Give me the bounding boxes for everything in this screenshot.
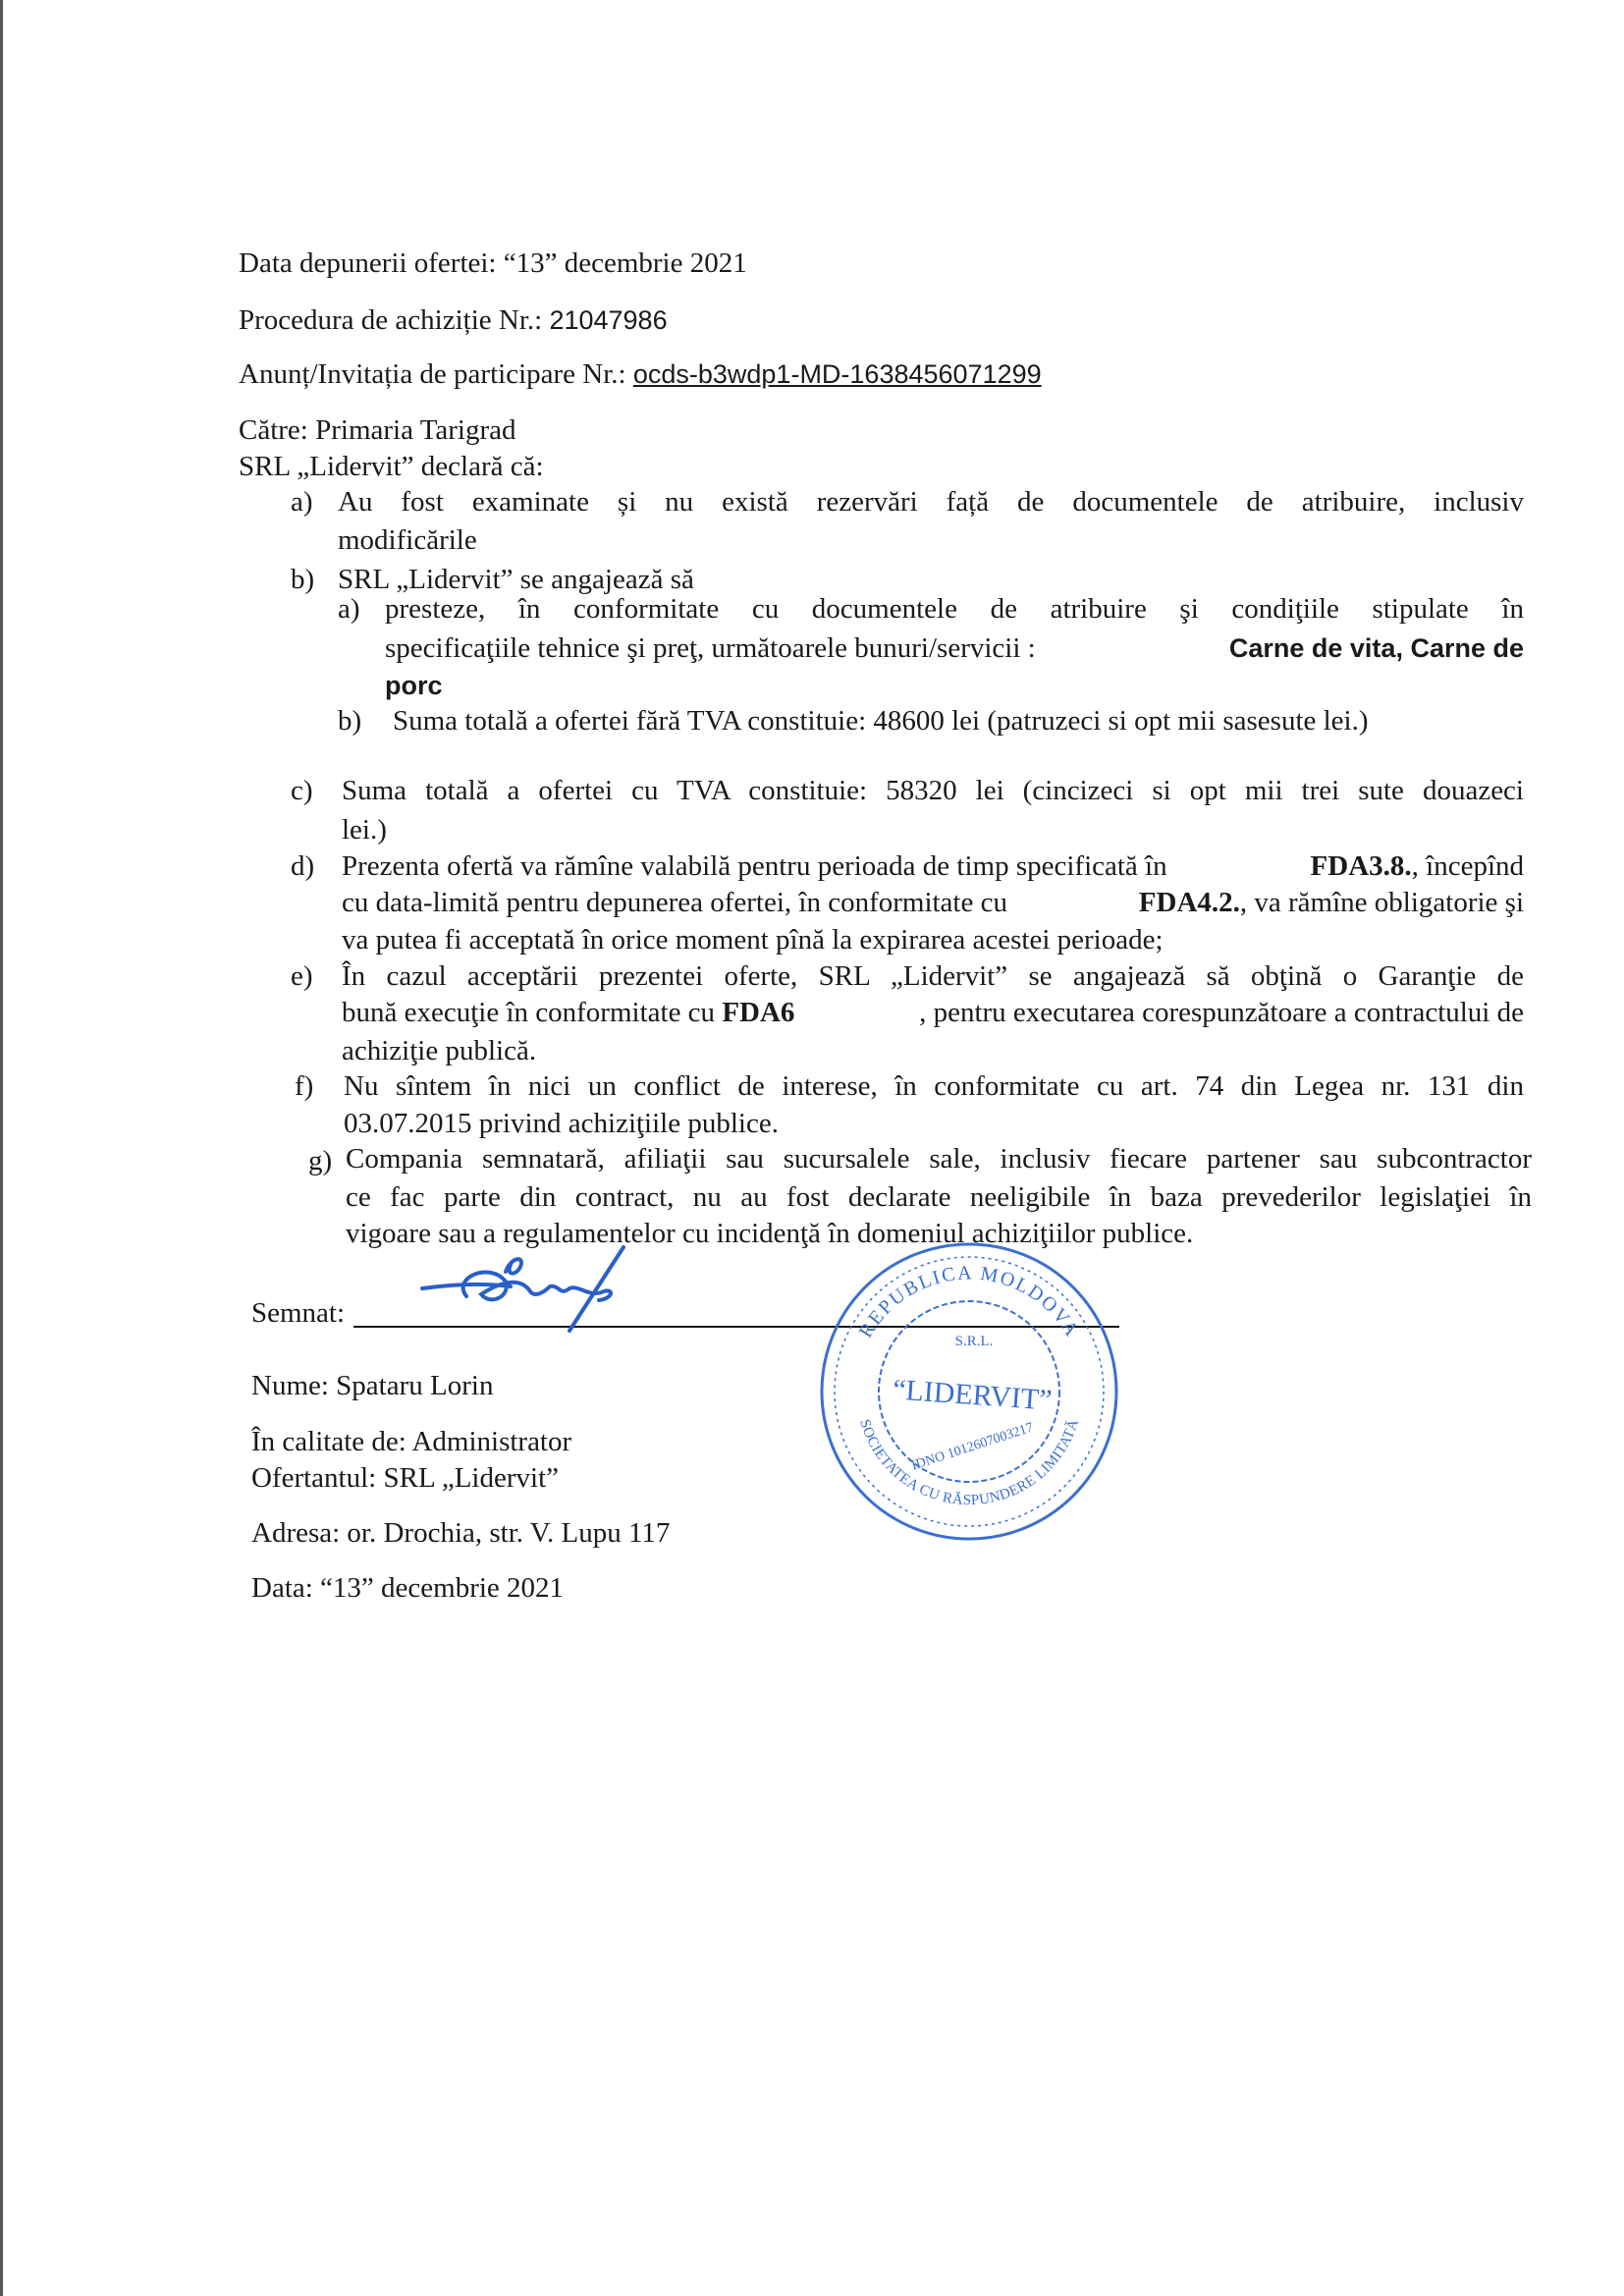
- item-g-label: g): [308, 1145, 333, 1176]
- services-text: specificaţiile tehnice şi preţ, următoarele bunuri/servicii :: [385, 632, 1036, 664]
- item-e-label: e): [291, 960, 313, 992]
- bidder-address: Adresa: or. Drochia, str. V. Lupu 117: [251, 1517, 671, 1549]
- handwritten-signature: [412, 1237, 628, 1345]
- recipient: Către: Primaria Tarigrad: [239, 414, 516, 446]
- notice-label: Anunț/Invitația de participare Nr.:: [239, 358, 633, 390]
- item-d-line: va putea fi acceptată în orice moment pînă la expirarea acestei perioade;: [342, 924, 1164, 956]
- notice-line: [239, 359, 1042, 389]
- procedure-label: Procedura de achiziție Nr.:: [239, 304, 550, 336]
- procedure-number: 21047986: [549, 305, 668, 335]
- text: , va rămîne obligatorie şi: [1239, 887, 1524, 918]
- goods-list: Carne de vita, Carne de: [1228, 633, 1524, 663]
- bidder: Ofertantul: SRL „Lidervit”: [251, 1462, 559, 1494]
- scan-edge: [0, 0, 3, 2296]
- text: , începînd: [1411, 850, 1524, 882]
- declaration-intro: SRL „Lidervit” declară că:: [239, 451, 544, 482]
- total-without-vat: Suma totală a ofertei fără TVA constituie: 48600 lei (patruzeci si opt mii sasesute lei.): [393, 705, 1369, 737]
- company-stamp: [817, 1239, 1121, 1544]
- signatory-name: Nume: Spataru Lorin: [251, 1370, 494, 1401]
- item-f-label: f): [295, 1070, 314, 1102]
- ref-fda6: FDA6: [722, 997, 795, 1028]
- goods-list-cont: porc: [385, 671, 443, 700]
- notice-number-link[interactable]: ocds-b3wdp1-MD-1638456071299: [632, 359, 1042, 389]
- item-a-label: a): [291, 486, 313, 518]
- item-d-line: [342, 888, 1524, 917]
- item-g-line: Compania semnatară, afiliaţii sau sucursalele sale, inclusiv fiecare partener sau subcontractor: [346, 1143, 1532, 1175]
- item-b-sub-b-label: b): [338, 705, 362, 737]
- item-a-line: Au fost examinate și nu există rezervări față de documentele de atribuire, inclusiv: [338, 486, 1524, 518]
- item-d-label: d): [291, 850, 315, 882]
- item-b-label: b): [291, 564, 315, 595]
- item-b-sub-a-line: presteze, în conformitate cu documentele de atribuire şi condiţiile stipulate în: [385, 593, 1524, 625]
- total-with-vat: Suma totală a ofertei cu TVA constituie: 58320 lei (cincizeci si opt mii trei sute douazeci: [342, 775, 1524, 806]
- item-c-label: c): [291, 775, 313, 806]
- signed-label: Semnat:: [251, 1297, 346, 1329]
- text: bună execuţie în conformitate cu: [342, 997, 723, 1028]
- stamp-top-arc: REPUBLICA MOLDOVA: [854, 1262, 1084, 1342]
- item-d-line: [342, 851, 1524, 881]
- item-b-line: SRL „Lidervit” se angajează să: [338, 564, 694, 595]
- signatory-role: În calitate de: Administrator: [251, 1426, 572, 1457]
- submission-date: Data depunerii ofertei: “13” decembrie 2021: [239, 247, 747, 279]
- text: , pentru executarea corespunzătoare a contractului de: [919, 997, 1524, 1028]
- item-b-sub-a-label: a): [338, 593, 360, 625]
- text: Prezenta ofertă va rămîne valabilă pentru perioada de timp specificată în: [342, 850, 1167, 882]
- item-e-line: [342, 998, 1524, 1027]
- item-g-line: vigoare sau a regulamentelor cu incidenţă în domeniul achiziţiilor publice.: [346, 1218, 1194, 1249]
- stamp-idno: IDNO 1012607003217: [909, 1420, 1036, 1474]
- signature-date: Data: “13” decembrie 2021: [251, 1572, 565, 1604]
- item-e-line: achiziţie publică.: [342, 1035, 537, 1066]
- item-e-line: În cazul acceptării prezentei oferte, SRL „Lidervit” se angajează să obţină o Garanţie de: [342, 960, 1524, 992]
- stamp-bottom-arc: SOCIETATEA CU RĂSPUNDERE LIMITATĂ: [856, 1417, 1082, 1509]
- procedure-line: [239, 305, 668, 335]
- item-g-line: ce fac parte din contract, nu au fost declarate neeligibile în baza prevederilor legislaţiei în: [346, 1181, 1532, 1213]
- text: cu data-limită pentru depunerea ofertei, în conformitate cu: [342, 887, 1007, 918]
- svg-text:SOCIETATEA CU RĂSPUNDERE LIMIT: [856, 1417, 1082, 1508]
- stamp-name: “LIDERVIT”: [892, 1373, 1054, 1417]
- ref-fda42: FDA4.2.: [1138, 887, 1240, 918]
- item-b-sub-a-line: [385, 633, 1524, 663]
- item-a-line: modificările: [338, 524, 477, 556]
- ref-fda38: FDA3.8.: [1310, 850, 1412, 882]
- item-f-line: 03.07.2015 privind achiziţiile publice.: [344, 1108, 779, 1139]
- stamp-form: S.R.L.: [954, 1334, 994, 1349]
- item-f-line: Nu sîntem în nici un conflict de interese, în conformitate cu art. 74 din Legea nr. 131 din: [344, 1070, 1524, 1102]
- total-with-vat-cont: lei.): [342, 814, 387, 846]
